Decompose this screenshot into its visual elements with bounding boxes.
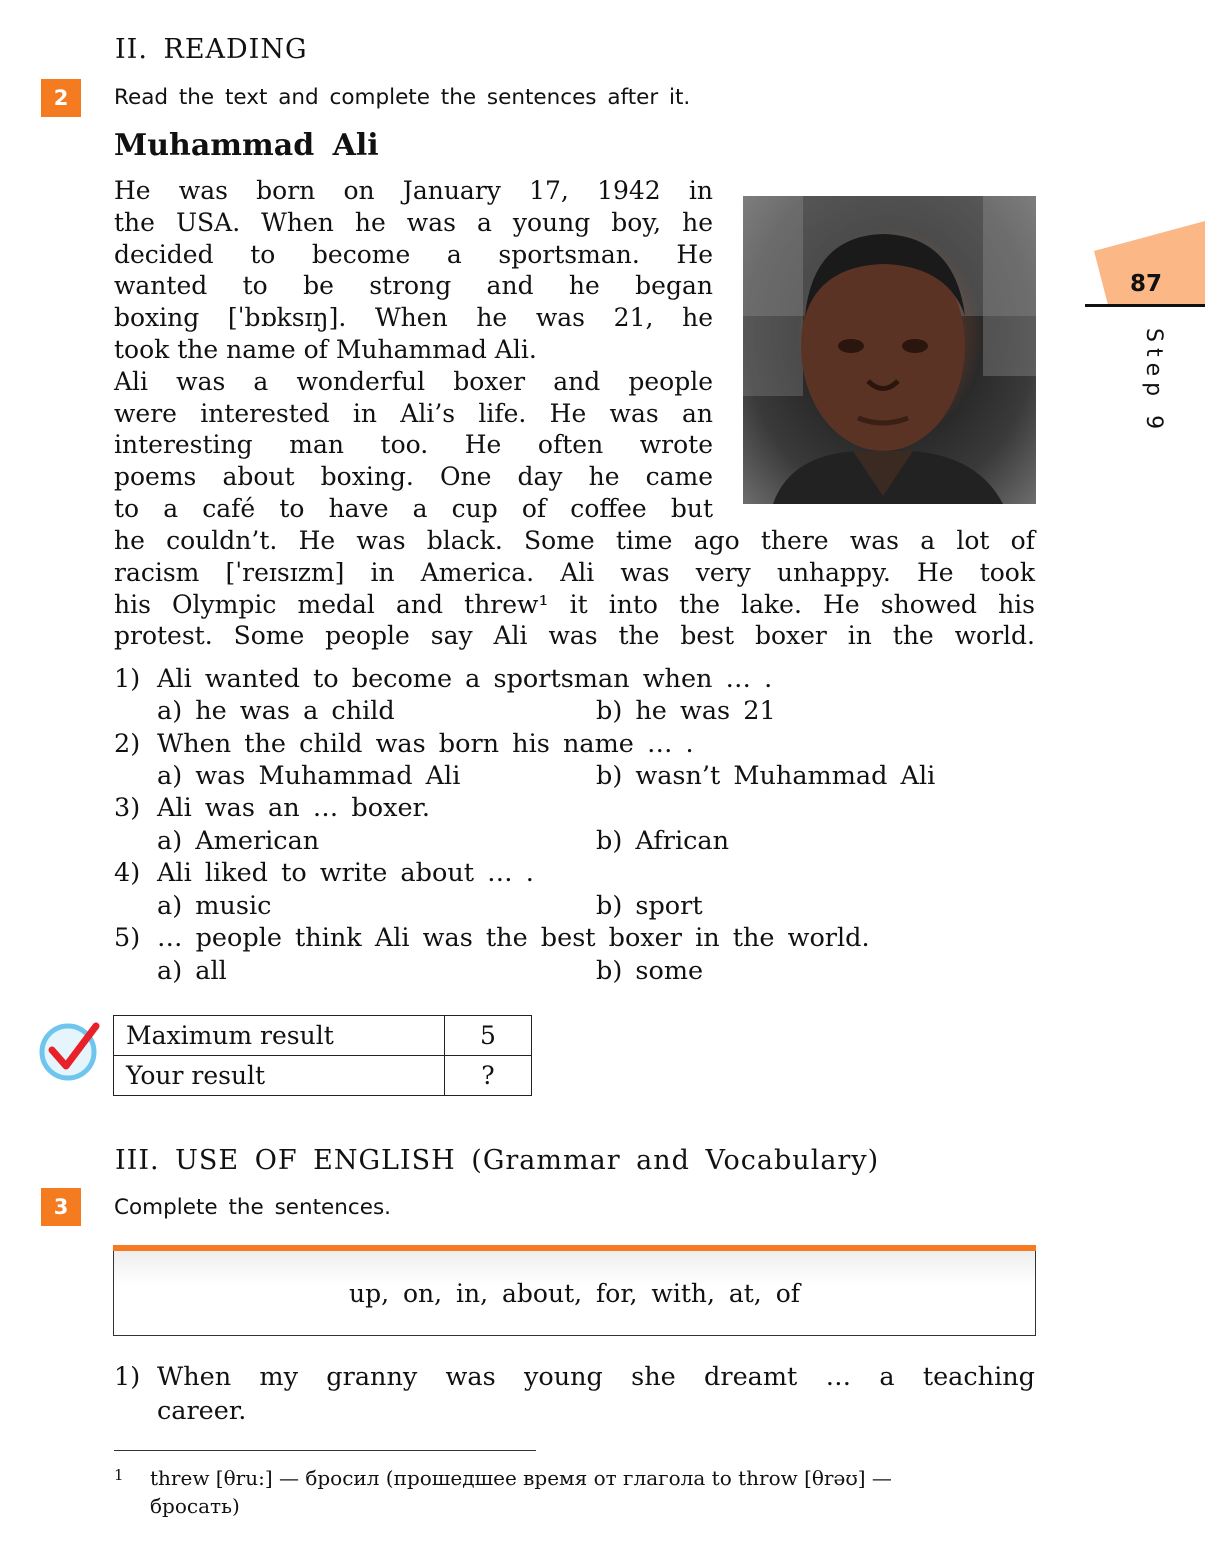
question-text: When my granny was young she dreamt … a teaching (157, 1362, 1035, 1392)
option-a: a) all (157, 956, 227, 986)
text-line: boxing [ˈbɒksɪŋ]. When he was 21, he (114, 303, 713, 333)
question-number: 4) (114, 858, 141, 888)
exercise-number-badge: 3 (41, 1188, 81, 1226)
text-line: interesting man too. He often wrote (114, 430, 713, 460)
option-b: b) African (596, 826, 730, 856)
question-item (114, 858, 1054, 891)
question-text: Ali was an … boxer. (157, 793, 431, 823)
page-number: 87 (1130, 271, 1163, 297)
footnote-marker: 1 (114, 1466, 124, 1484)
word-box (113, 1251, 1036, 1336)
text-line: were interested in Ali’s life. He was an (114, 398, 713, 428)
question-item (114, 923, 1054, 956)
word-box-words: up, on, in, about, for, with, at, of (348, 1278, 801, 1308)
portrait-illustration (743, 196, 1036, 504)
question-text: Ali liked to write about … . (157, 858, 534, 888)
text-line: protest. Some people say Ali was the best boxer in the world. (114, 621, 1035, 651)
text-line: to a café to have a cup of coffee but (114, 493, 713, 523)
portrait-photo (743, 196, 1036, 504)
your-result-value[interactable]: ? (445, 1056, 532, 1096)
step-label-container (1136, 328, 1166, 448)
max-result-value: 5 (445, 1016, 532, 1056)
text-line: Ali was a wonderful boxer and people (114, 366, 713, 396)
questions-list (114, 664, 1054, 988)
text-line: the USA. When he was a young boy, he (114, 207, 713, 237)
text-line: wanted to be strong and he began (114, 271, 713, 301)
question-text: Ali wanted to become a sportsman when … . (157, 664, 773, 694)
question-item (114, 793, 1054, 826)
question-options (114, 956, 1054, 988)
footnote-line: бросать) (150, 1494, 240, 1518)
text-line: He was born on January 17, 1942 in (114, 176, 713, 205)
option-b: b) he was 21 (596, 696, 776, 726)
article-text-wrapped (114, 175, 713, 525)
question-options (114, 761, 1054, 793)
question-item (114, 729, 1054, 761)
option-b: b) wasn’t Muhammad Ali (596, 761, 936, 791)
question-number: 5) (114, 923, 141, 953)
text-line: his Olympic medal and threw¹ it into the lake. He showed his (114, 589, 1035, 619)
article-title: Muhammad Ali (114, 128, 379, 163)
question-text-continued: career. (157, 1396, 247, 1426)
option-a: a) was Muhammad Ali (157, 761, 461, 791)
footnote-line: threw [θru:] — бросил (прошедшее время от глагола to throw [θrəʊ] — (150, 1466, 892, 1490)
checkmark-icon (38, 1018, 102, 1082)
question-number: 3) (114, 793, 141, 823)
section-title-reading: II. READING (115, 34, 308, 65)
exercise-instruction: Read the text and complete the sentences after it. (114, 85, 691, 110)
step-label: Step 9 (1141, 328, 1166, 436)
question-text: When the child was born his name … . (157, 729, 694, 759)
question-text: … people think Ali was the best boxer in the world. (157, 923, 870, 953)
text-line: decided to become a sportsman. He (114, 239, 713, 269)
exercise-instruction: Complete the sentences. (114, 1195, 391, 1220)
section-title-use-of-english: III. USE OF ENGLISH (Grammar and Vocabulary) (115, 1145, 880, 1176)
option-a: a) he was a child (157, 696, 395, 726)
max-result-label: Maximum result (114, 1016, 445, 1056)
footnote-divider (114, 1450, 536, 1451)
question-number: 1) (114, 664, 141, 694)
question-number: 1) (114, 1362, 141, 1392)
footnote-text (150, 1464, 1036, 1520)
text-line: poems about boxing. One day he came (114, 462, 713, 492)
page-tab (1088, 221, 1205, 305)
your-result-label: Your result (114, 1056, 445, 1096)
exercise-number-badge: 2 (41, 79, 81, 117)
question-item (114, 664, 1054, 696)
table-row (114, 1056, 532, 1096)
option-a: a) American (157, 826, 320, 856)
text-line: took the name of Muhammad Ali. (114, 334, 537, 364)
article-text-full (114, 525, 1035, 652)
question-number: 2) (114, 729, 141, 759)
option-b: b) sport (596, 891, 703, 921)
table-row (114, 1016, 532, 1056)
question-options (114, 696, 1054, 729)
text-line: racism [ˈreɪsɪzm] in America. Ali was very unhappy. He took (114, 557, 1035, 587)
page-tab-rule (1085, 304, 1205, 307)
question-options (114, 826, 1054, 858)
question-options (114, 891, 1054, 923)
option-a: a) music (157, 891, 272, 921)
text-line: he couldn’t. He was black. Some time ago there was a lot of (114, 526, 1035, 555)
result-table (113, 1015, 532, 1096)
option-b: b) some (596, 956, 704, 986)
